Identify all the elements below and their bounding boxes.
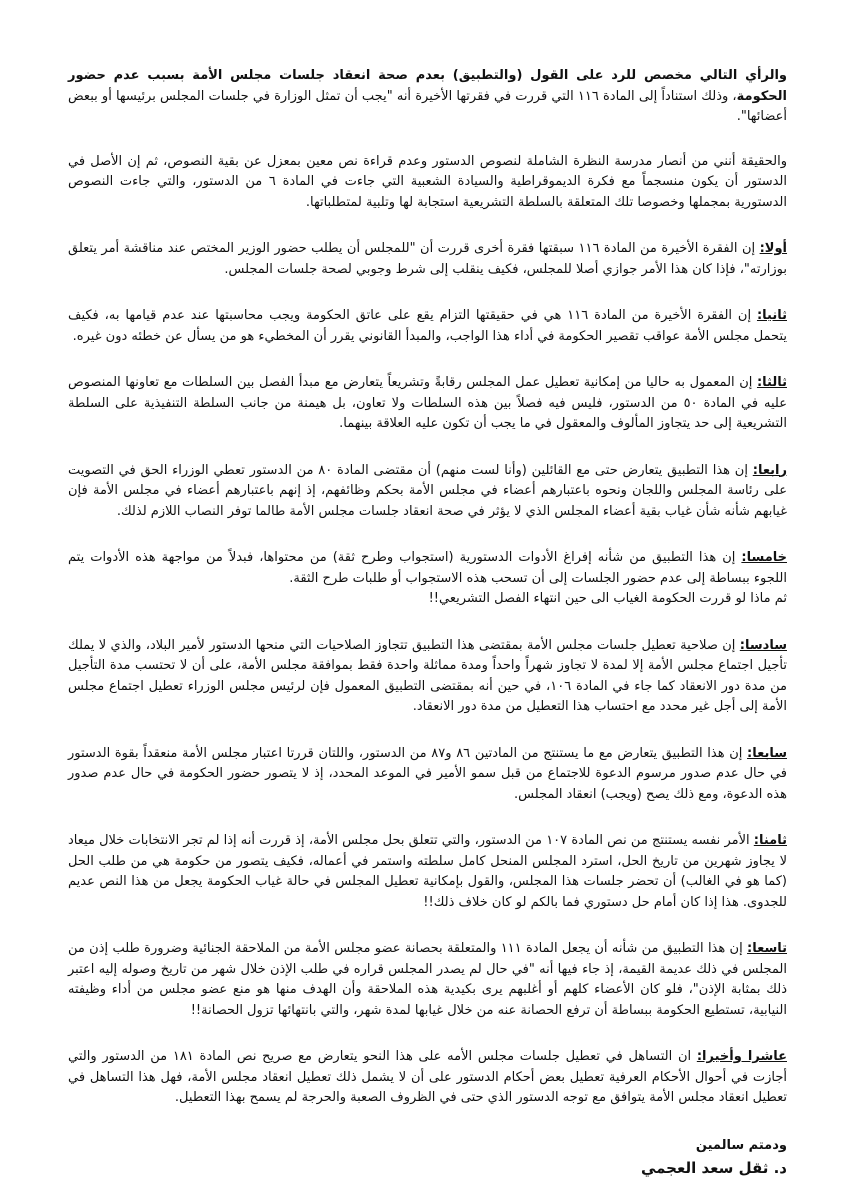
point-text: إن هذا التطبيق يتعارض مع ما يستنتج من المادتين ٨٦ و٨٧ من الدستور، واللتان قررتا اعتبار مجلس الأمة منعقداً بقوة الدستور في حال عدم صدور مرسوم الدعوة للاجتماع من قبل سمو الأمير في الموعد المحدد، إذ لا يتصور حضور الحكومة في حال عدم صدور هذه الدعوة، ومع ذلك يصح (ويجب) انعقاد المجلس. xyxy=(68,745,787,802)
point-text: ان التساهل في تعطيل جلسات مجلس الأمه على هذا النحو يتعارض مع صريح نص المادة ١٨١ من الدستور والتي أجازت في أحوال الأحكام العرفية تعطيل بعض أحكام الدستور على أن لا يشمل ذلك تعطيل انعقاد مجلس الأمة، فهل هذا التساهل في تعطيل انعقاد مجلس الأمة يتوافق مع توجه الدستور الذي حتى في الظروف الصعبة والحرجة لم يسمح بهذا التعطيل. xyxy=(68,1049,787,1105)
point-label: رابعا: xyxy=(752,462,787,478)
point-label: تاسعا: xyxy=(747,941,787,956)
point-label: أولا: xyxy=(759,241,788,256)
point-text: الأمر نفسه يستنتج من نص المادة ١٠٧ من الدستور، والتي تتعلق بحل مجلس الأمة، إذ قررت أنه إذا لم تجر الانتخابات خلال ميعاد لا يجاوز شهرين من تاريخ الحل، استرد المجلس المنحل كامل سلطته واستمر في أعماله، فكيف يتصور من حكومة هي من طلب الحل (كما هو في الغالب) أن تحضر جلسات هذا المجلس، والقول بإمكانية تعطيل المجلس في حالة غياب الحكومة يجعل من هذا النص عديم للجدوى. هذا إذا كان أمام حل دستوري فما بالكم لو كان خلاف ذلك!! xyxy=(68,833,787,910)
point-third xyxy=(68,373,787,435)
point-label: عاشرا وأخيرا: xyxy=(696,1049,787,1064)
point-label: خامسا: xyxy=(741,550,787,565)
intro-bold-text: والرأي التالي مخصص للرد على القول (والتطبيق) بعدم صحة انعقاد جلسات مجلس الأمة بسبب عدم حضور الحكومة xyxy=(68,68,787,104)
point-text: إن الفقرة الأخيرة من المادة ١١٦ سبقتها فقرة أخرى قررت أن "للمجلس أن يطلب حضور الوزير المختص عند مناقشة أمر يتعلق بوزارته"، فإذا كان هذا الأمر جوازي أصلا للمجلس، فكيف ينقلب إلى شرط وجوبي لصحة جلسات المجلس. xyxy=(68,241,787,277)
point-label: سابعا: xyxy=(747,745,787,761)
point-text: إن هذا التطبيق من شأنه إفراغ الأدوات الدستورية (استجواب وطرح ثقة) من محتواها، فبدلاً من مواجهة هذه الأدوات يتم اللجوء ببساطة إلى عدم حضور الجلسات إلى أن تسحب هذه الاستجواب أو طلبات طرح الثقة. xyxy=(68,550,787,586)
point-label: ثالثا: xyxy=(756,375,787,390)
closing-greeting: ودمتم سالمين xyxy=(695,1137,787,1153)
context-paragraph: والحقيقة أنني من أنصار مدرسة النظرة الشاملة لنصوص الدستور وعدم قراءة نص معين بمعزل عن بقية النصوص، ثم إن الأصل في الدستور أن يكون منسجماً مع فكرة الديموقراطية والسيادة الشعبية التي جاءت في المادة ٦ من الدستور، والتي جاءت النصوص الدستورية بمجملها وخصوصا تلك المتعلقة بالسلطة التشريعية استجابة لها وتلبية لمتطلباتها. xyxy=(68,153,787,210)
point-seventh xyxy=(68,744,787,806)
point-sixth xyxy=(68,636,787,718)
point-ninth xyxy=(68,939,787,1021)
point-first xyxy=(68,239,787,280)
point-label: ثامنا: xyxy=(753,833,787,848)
author-signature: د. ثقل سعد العجمي xyxy=(640,1158,787,1177)
intro-text: ، وذلك استناداً إلى المادة ١١٦ التي قررت في فقرتها الأخيرة أنه "يجب أن تمثل الوزارة في جلسات المجلس برئيسها أو ببعض أعضائها". xyxy=(68,88,787,124)
point-label: سادسا: xyxy=(739,637,787,653)
intro-paragraph xyxy=(68,66,787,128)
closing-block xyxy=(68,1135,787,1179)
point-text: إن صلاحية تعطيل جلسات مجلس الأمة بمقتضى هذا التطبيق تتجاوز الصلاحيات التي منحها الدستور لأمير البلاد، والذي لا يملك تأجيل اجتماع مجلس الأمة إلا لمدة لا تجاوز شهراً واحداً ومدة مماثلة واحدة فقط بموافقة مجلس الأمة، على أن لا تحتسب مدة التأجيل من مدة دور الانعقاد كما جاء في المادة ١٠٦، في حين أنه بمقتضى التطبيق المعمول فإن لرئيس مجلس الوزراء تعطيل اجتماع مجلس الأمة إلى أجل غير محدد مع احتساب هذا التعطيل من مدة دور الانعقاد. xyxy=(68,637,787,714)
point-text: إن الفقرة الأخيرة من المادة ١١٦ هي في حقيقتها التزام يقع على عاتق الحكومة ويجب محاسبتها عند عدم قيامها به، فكيف يتحمل مجلس الأمة عواقب تقصير الحكومة في أداء هذا الواجب، والمبدأ القانوني يقرر أن المخطيء هو من يسأل عن خطئه دون غيره. xyxy=(68,308,787,344)
point-second xyxy=(68,306,787,347)
point-text: إن المعمول به حاليا من إمكانية تعطيل عمل المجلس رقابةً وتشريعاً يتعارض مع مبدأ الفصل بين السلطات مع تعاونها المنصوص عليه في المادة ٥٠ من الدستور، فليس فيه فصلاً بين هذه السلطات ولا تعاون، بل هيمنة من جانب السلطة التنفيذية على السلطة التشريعية إلى حد يتجاوز المألوف والمعقول في ما يجب أن تكون عليه العلاقة بينهما. xyxy=(68,375,787,431)
point-fifth xyxy=(68,548,787,610)
point-text-tail: ثم ماذا لو قررت الحكومة الغياب الى حين انتهاء الفصل التشريعي!! xyxy=(428,591,787,606)
point-text: إن هذا التطبيق من شأنه أن يجعل المادة ١١١ والمتعلقة بحصانة عضو مجلس الأمة من الملاحقة الجنائية وضرورة طلب إذن من المجلس في ذلك عديمة القيمة، إذ جاء فيها أنه "في حال لم يصدر المجلس قراره في طلب الإذن خلال شهر من تاريخ وصوله إليه اعتبر ذلك بمثابة الإذن"، فلو كان الأعضاء كلهم أو أغلبهم يرى بكيدية هذه الملاحقة وأن الهدف منها هو منع عضو مجلس من أداء وظيفته النيابية، تستطيع الحكومة ببساطة أن ترفع الحصانة عنه من خلال غيابها لمدة شهر، والتي بانتهائها تزول الحصانة!! xyxy=(68,941,787,1018)
point-label: ثانيا: xyxy=(756,308,787,323)
point-eighth xyxy=(68,831,787,913)
point-text: إن هذا التطبيق يتعارض حتى مع القائلين (وأنا لست منهم) أن مقتضى المادة ٨٠ من الدستور تعطي الوزراء الحق في التصويت على رئاسة المجلس واللجان ونحوه باعتبارهم أعضاء في مجلس الأمة بحكم وظائفهم، إذ إنهم باعتبارهم أعضاء في مجلس الأمة فإن غيابهم شأنه شأن غياب بقية أعضاء المجلس الذي لا يؤثر في صحة انعقاد جلسات مجلس الأمة طالما توفر النصاب اللازم لذلك. xyxy=(68,462,787,519)
point-fourth xyxy=(68,461,787,523)
point-tenth xyxy=(68,1047,787,1109)
